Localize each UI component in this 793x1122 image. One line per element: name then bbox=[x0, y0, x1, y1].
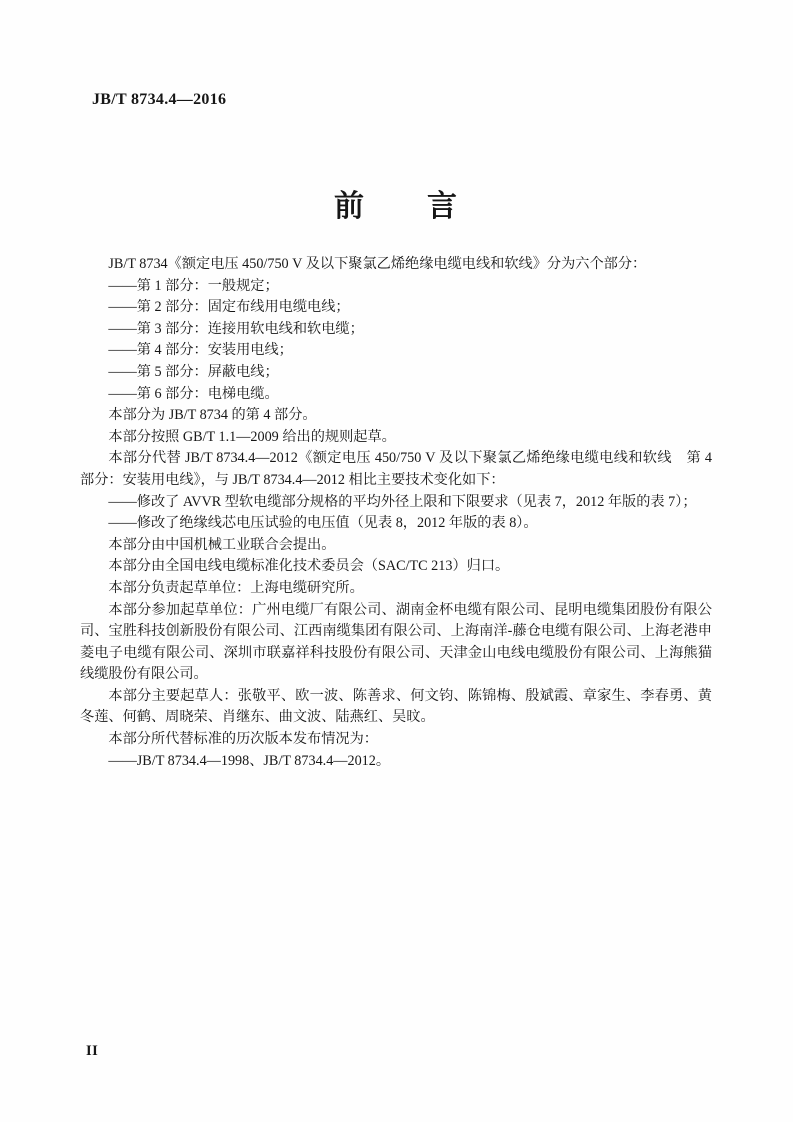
paragraph-part-1: ——第 1 部分：一般规定； bbox=[108, 277, 279, 294]
paragraph-part-3: ——第 3 部分：连接用软电线和软电缆； bbox=[108, 320, 364, 337]
paragraph-replaces: 本部分代替 JB/T 8734.4—2012《额定电压 450/750 V 及以下聚氯乙烯绝缘电缆电线和软线 第 4 部分：安装用电线》，与 JB/T 8734.4—2012 相比主要技术变化如下： bbox=[80, 450, 712, 488]
paragraph-history-intro: 本部分所代替标准的历次版本发布情况为： bbox=[108, 731, 378, 748]
paragraph-change-1: ——修改了 AVVR 型软电缆部分规格的平均外径上限和下限要求（见表 7，2012 年版的表 7）； bbox=[108, 493, 697, 510]
paragraph-lead-drafter: 本部分负责起草单位：上海电缆研究所。 bbox=[108, 579, 364, 596]
paragraph-co-drafters: 本部分参加起草单位：广州电缆厂有限公司、湖南金杯电缆有限公司、昆明电缆集团股份有限公司、宝胜科技创新股份有限公司、江西南缆集团有限公司、上海南洋-藤仓电缆有限公司、上海老港申菱电子电缆有限公司、深圳市联嘉祥科技股份有限公司、天津金山电线电缆股份有限公司、上海熊猫线缆股份有限公司。 bbox=[80, 601, 712, 683]
paragraph-change-2: ——修改了绝缘线芯电压试验的电压值（见表 8，2012 年版的表 8）。 bbox=[108, 515, 538, 532]
paragraph-part-2: ——第 2 部分：固定布线用电缆电线； bbox=[108, 299, 350, 316]
paragraph-committee: 本部分由全国电线电缆标准化技术委员会（SAC/TC 213）归口。 bbox=[108, 558, 510, 575]
foreword-body bbox=[80, 254, 712, 772]
paragraph-this-part: 本部分为 JB/T 8734 的第 4 部分。 bbox=[108, 407, 317, 424]
standard-number-header: JB/T 8734.4—2016 bbox=[92, 91, 227, 108]
paragraph-proposed-by: 本部分由中国机械工业联合会提出。 bbox=[108, 536, 336, 553]
paragraph-part-6: ——第 6 部分：电梯电缆。 bbox=[108, 385, 279, 402]
paragraph-drafting-rule: 本部分按照 GB/T 1.1—2009 给出的规则起草。 bbox=[108, 428, 396, 445]
paragraph-part-4: ——第 4 部分：安装用电线； bbox=[108, 342, 293, 359]
paragraph-part-5: ——第 5 部分：屏蔽电线； bbox=[108, 363, 279, 380]
paragraph-history-list: ——JB/T 8734.4—1998、JB/T 8734.4—2012。 bbox=[108, 752, 391, 769]
page-number: II bbox=[86, 1043, 99, 1059]
foreword-title: 前 言 bbox=[334, 190, 458, 223]
paragraph-main-authors: 本部分主要起草人：张敬平、欧一波、陈善求、何文钧、陈锦梅、殷斌霞、章家生、李春勇、黄冬莲、何鹤、周晓荣、肖继东、曲文波、陆燕红、吴旼。 bbox=[80, 687, 712, 726]
paragraph-parts-intro: JB/T 8734《额定电压 450/750 V 及以下聚氯乙烯绝缘电缆电线和软线》分为六个部分： bbox=[108, 256, 647, 272]
